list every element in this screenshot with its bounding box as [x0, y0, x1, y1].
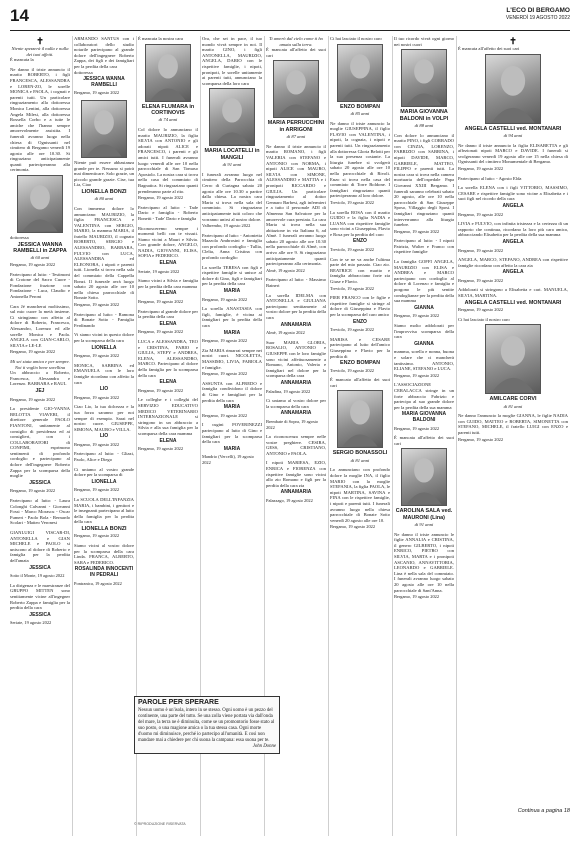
page-number: 14 [10, 6, 29, 25]
obituary-notice [266, 293, 326, 336]
dateline: Bergamo, 19 agosto 2022 [202, 338, 248, 344]
column-7 [394, 36, 454, 836]
notice-quote: Ti amerò dal cielo come ti ho amata sulla terra. [269, 36, 323, 47]
notice-text: I cugini POVERINEZZI partecipano al lutto di Gino e famigliari per la scomparsa della cara [202, 422, 262, 445]
deceased-name: ANNAMARIA [280, 489, 312, 496]
notice-text: Niente può essere abbastanza grande per te. Nessuno si potrà mai dimenticare. Solo grazie, un piccolo grande grazie. Cise, tua Lia, Ciao [74, 159, 134, 188]
dateline: Bergamo, 19 agosto 2022 [138, 329, 184, 335]
dateline: Bergamo, 19 agosto 2022 [458, 247, 504, 253]
obituary-notice [10, 36, 70, 63]
deceased-name: ELENA FLUMARA in CORTINOVIS [141, 103, 195, 116]
notice-text: Le colleghe e i colleghi del SERVIZIO EDUCATIVO MEDICO VETERINARIO INTERNAZIONALE si stringono in un abbraccio a Silvia e alla sua famiglia per la scomparsa della cara mamma [138, 397, 198, 436]
notice-intro: dottoressa [10, 235, 29, 241]
deceased-age: di 81 anni [503, 403, 523, 409]
obituary-notice [74, 404, 134, 447]
deceased-name: ELENA [159, 320, 177, 327]
notice-text: Partecipano al lutto: - Gliazi, Paolo, Alice e Diego [74, 451, 134, 463]
dateline: Treviolo, 19 agosto 2022 [330, 199, 374, 205]
deceased-age: di 94 anni [503, 133, 523, 138]
dateline: Palazzago, 19 agosto 2022 [266, 498, 313, 504]
notice-text: ARMANDO SANTUS con i collaboratori dello studio notarile partecipano al grande dolore dell'ingegnere Roberto Zappa, dei figli e dei famigliari per la perdita della cara [74, 36, 134, 69]
column-8 [458, 36, 568, 806]
deceased-name: LIO [99, 386, 109, 393]
dateline: Treviolo, 19 agosto 2022 [330, 247, 374, 253]
notice-quote: Mi sei stata amica e per sempre. Noi ti voglio bene sorellina [10, 358, 70, 370]
obituary-notice [138, 339, 198, 393]
notice-text: I funerali avranno luogo nel cimitero della Parrocchia di Cerro di Curtagna sabato 20 agosto alle ore 10.30 a partire dalla chiesa. La nostra cara Maria si trova nella sala del commiato. Si ringraziano anticipatamente tutti coloro che vorranno unirsi al nostro dolore. [202, 171, 262, 222]
obituary-notice [458, 221, 568, 253]
dateline: Bergamo, 19 agosto 2022 [458, 277, 504, 283]
obituary-notice [202, 233, 262, 261]
deceased-name: LIONELLA [91, 344, 117, 351]
notice-text: Siamo molto addolorati per l'improvvisa scomparsa della cara [394, 323, 454, 340]
deceased-name: ELENA [159, 290, 177, 297]
deceased-age: di 85 anni [350, 111, 370, 116]
portrait-photo [81, 100, 127, 158]
deceased-name: SERGIO BONASSOLI [332, 450, 388, 457]
dateline: Bergamo, 19 agosto 2022 [74, 441, 120, 447]
notice-text: Vi siamo vicini in questo dolore per la scomparsa della cara [74, 332, 134, 343]
notice-text: La dirigenza e le maestranze del GRUPPO MITTEN sono sentitamente vicine all'ingegner Roberto Zappa e famiglia per la perdita della cara [10, 582, 70, 611]
dateline: Bergamo, 19 agosto 2022 [394, 372, 440, 378]
notice-text: Ne danno il triste annuncio il marito ROMANO, i figli VALERIA con STEFANO e ANTONIO con NORMA, i nipoti ALICE con MAURO, SILVIA con SIMONE, ALESSANDRO e MATTIA e i pronipoti RICCARDO e GIULIA. Un particolare ringraziamento al dottor Gennaro Barbesi, agli infermieri e a tutto il personale ADI di Almenno San Salvatore per la amorevole cura prestata. La cara Maria si trova nella sua abitazione in via Italiana 6, ad Almè. I funerali avranno luogo sabato 20 agosto alle ore 10.30 nella parrocchiale di Almè, con arrivo alle ore 9. Si ringraziano anticipatamente quanti parteciperanno alla cerimonia. [266, 143, 326, 267]
deceased-name: JEJ [35, 387, 45, 394]
deceased-name: MARIA LOCATELLI in MANGILI [204, 148, 260, 161]
notice-text: Partecipano al grande dolore per la perdita della cara [138, 308, 198, 320]
dateline: Almè, 19 agosto 2022 [266, 330, 305, 336]
deceased-name: JESSICA WANNA RAMBELLI in ZAPPA [13, 241, 67, 255]
deceased-name: GIANNA [414, 304, 434, 311]
deceased-age: di 80 anni [94, 196, 114, 202]
notice-text: Riconosceremo sempre i momenti belli con te vissuti. Siamo vicini a Mauri e Silvia. Con grande dolore, ANGELO, NADIA, GIOVANNI, ELISA, SOFIA e FEDERICO. [138, 225, 198, 259]
obituary-notice [74, 467, 134, 493]
deceased-name: MARIA GIOVANNA BALDONI in VOLPI [399, 109, 449, 122]
obituary-notice [458, 176, 568, 182]
obituary-notice [74, 543, 134, 586]
column-6 [330, 36, 390, 836]
obituary-notice [458, 185, 568, 217]
obituary-notice [10, 359, 70, 402]
notice-text: È mancata all'affetto dei suoi cari [266, 47, 326, 58]
obituary-notice [266, 277, 326, 288]
obituary-notice [10, 498, 70, 526]
dateline: Brembate di Sopra, 19 agosto 2022 [266, 418, 319, 430]
dateline: Bergamo, 19 agosto 2022 [74, 353, 120, 359]
portrait-photo [337, 390, 383, 448]
deceased-name: LIONELLA BONZI [81, 188, 127, 195]
obituary-notice [138, 309, 198, 335]
notice-text: La SCUOLA DELL'INFANZIA MARIA, i bambini, i genitori e le insegnanti partecipano al lutto della famiglia per la perdita della cara [74, 497, 134, 525]
notice-text: Siamo vicini a Silvia e famiglia per la perdita della cara mamma [138, 278, 198, 289]
dateline: Bergamo, 19 agosto 2022 [138, 195, 184, 201]
portrait-photo [337, 44, 383, 102]
portrait-photo [145, 44, 191, 102]
deceased-name: MARIA PERRUCCHINI in ARRIGONI [267, 120, 325, 133]
dateline: Sotto il Monte, 19 agosto 2022 [10, 573, 65, 579]
deceased-name: LIO [99, 433, 109, 440]
notice-text: I nipoti MARIESA, EZIO, ENRICA e FIORENZA con rispettive famiglie sono vicini allo zio Romano e figli per la perdita della cara zia [266, 460, 326, 488]
notice-text: Zia MARIA rimarrai sempre nei nostri cuori. NICOLETTA, MASSIMO, LIVIA, FABIOLA e famiglie. [202, 347, 262, 370]
obituary-notice [330, 210, 390, 253]
obituary-notice [266, 434, 326, 456]
parole-per-sperare-box [134, 696, 280, 754]
notice-text: La riconoscenza sempre nelle vostre preghiere. CESIRA, GESS, CRISTIANO, ANTONIO e PAOLA. [266, 434, 326, 456]
notice-text: La sorella TERESA con figli e rispettive famiglie si unisce al dolore di Gino, figli e famigliari per la perdita della cara [202, 264, 262, 287]
notice-text: ANGELA, MARCO, STEFANO, ANDREA con rispettive famiglie ricordano con affetto la cara zia [458, 257, 568, 268]
notice-text: È mancata all'affetto dei suoi cari [458, 46, 520, 51]
notice-quote: Niente spezzerà il nulla e nulla dei tuoi affetti. [11, 46, 69, 57]
obituary-notice [74, 206, 134, 308]
notice-text: Partecipano al lutto: - Ramona di Bonate Sotto - Famiglia Ferdinando [74, 311, 134, 328]
dateline: Bergamo, 19 agosto 2022 [10, 349, 56, 355]
portrait-photo [485, 54, 541, 124]
deceased-name: ANGELA CASTELLI ved. MONTANARI [464, 299, 562, 306]
dateline: Paladina, 19 agosto 2022 [266, 388, 311, 394]
notice-text: La famiglia GOFFI ANGELA, MAURIZIO con ELISA e ANDREA e MARCO partecipano con cordoglio al dolore di Lorenzo e famiglia e porgono le più sentite condoglianze per la perdita della sua mamma [394, 259, 454, 304]
portrait-photo [485, 324, 541, 394]
dateline: Bergamo, 19 agosto 2022 [330, 524, 376, 530]
continue-note: Continua a pagina 18 [517, 808, 570, 814]
dateline: Bergamo, 19 agosto 2022 [74, 394, 120, 400]
obituary-notice [394, 259, 454, 319]
dateline: Bergamo, 19 agosto 2022 [458, 165, 504, 171]
obituary-notice [394, 238, 454, 255]
dateline: Seriate, 19 agosto 2022 [138, 268, 180, 274]
obituary-notice [458, 287, 568, 312]
deceased-name: ANNAMARIA [280, 410, 312, 417]
dateline: Treviolo, 19 agosto 2022 [330, 327, 374, 333]
deceased-name: MARIA [223, 329, 241, 336]
dateline: Bergamo, 19 agosto 2022 [138, 446, 184, 452]
notice-text: Partecipano al lutto: - Massimo Baineri [266, 277, 326, 289]
deceased-name: ANNAMARIA [280, 379, 312, 386]
obituary-notice [394, 435, 454, 528]
deceased-name: ANGELA [502, 202, 524, 209]
obituary-notice [458, 413, 568, 442]
dateline: Bergamo, 19 agosto 2022 [458, 436, 504, 442]
notice-text: Un abbraccio a Roberto, Francesca, Alessandra e Lorenzo. BARBARA e RAUL [10, 370, 70, 387]
newspaper-name: L'ECO DI BERGAMO [506, 7, 570, 14]
deceased-name: AMILCARE CORVI [489, 396, 537, 403]
obituary-columns [10, 36, 570, 836]
obituary-notice [266, 36, 326, 140]
obituary-notice [394, 133, 454, 235]
obituary-notice [330, 295, 390, 333]
obituary-notice [10, 304, 70, 355]
obituary-notice [10, 530, 70, 579]
deceased-name: ENZO BOMPAN [339, 103, 381, 110]
obituary-notice [138, 205, 198, 222]
obituary-notice [10, 272, 70, 300]
deceased-name: ANNAMARIA [280, 321, 312, 328]
notice-text: È mancata la [10, 57, 34, 63]
notice-text: Con immenso dolore lo annunciano: MAURIZIO, la figlia FRANCESCA e VALENTINA con SERGIO, MARIO, la mamma MARIA, il fratello MAURIZIO, il cognato ROBERTO, SERGIO e ALESSANDRO, BARBARA, FULVIO con LUCA, ALESSANDRA ed ELEONORA, i nipoti e parenti tutti. Lionella si trova nella sala del commiato della Cappella Bonzi. Il funerale avrà luogo sabato 20 agosto alle ore 10 nella chiesa parrocchiale di Bonate Sotto. [74, 205, 134, 301]
deceased-name: ELENA [159, 260, 177, 267]
deceased-age: di 91 anni [414, 522, 434, 528]
notice-text: Ne danno il triste annuncio il marito ROBERTO, i figli FRANCESCA, ALESSANDRA e LOREN-ZO, le sorelle MONICA e PAOLA, i cognati e parenti tutti. Un particolare ringraziamento alla dottoressa Monica Lentini, alla dottoressa Angela Milesi, alla dottoressa Rossella Corbo e a tutte le amiche che l'hanno sempre amorevolmente assistita. I funerali avranno luogo nella chiesa di Ognissanti nel cimitero di Bergamo venerdì 19 agosto alle ore 10.30. Si ringraziano anticipatamente quanti parteciperanno alla cerimonia. [10, 66, 70, 173]
obituary-notice [202, 265, 262, 303]
notice-text: Ci hai lasciato il nostro caro [330, 36, 382, 41]
cross-icon: ✝ [36, 36, 44, 46]
obituary-notice [74, 100, 134, 202]
notice-text: Partecipano al lutto: - Agosto Elda [458, 175, 522, 181]
portrait-photo [273, 60, 319, 118]
notice-text: La presidente GIO-VANNA BELOTTA VIAVERI, il direttore generale PAOLO FIANTONI, unitamente al consiglio di presidenza ed ai consiglieri, con i COLLABORATORI di CONFIMI, esprimono sentimenti di profondo cordoglio e partecipano al dolore dell'ingegnere Roberto Zappa per la scomparsa della moglie [10, 406, 70, 479]
notice-intro: dottoressa [74, 69, 93, 75]
dateline: Bergamo, 19 agosto 2022 [138, 387, 184, 393]
parole-author: John Donne [252, 744, 276, 749]
notice-text: MONICA, SABRINA ed EMANUELA con le loro famiglie ricordano con affetto la cara [74, 362, 134, 385]
parole-body: Nessun uomo è un'isola, intero in se stesso. Ogni uomo è un pezzo del continente, una parte del tutto. Se una zolla viene portata via dall'onda del mare, la terra ne è diminuita, come se un promontorio fosse stato al suo posto, o una magione amica o la tua stessa casa. Ogni morte d'uomo mi diminuisce, perché io partecipo all'umanità. E così non mandare mai a chiedere per chi suona la campana: essa suona per te. [138, 708, 275, 743]
deceased-name: LIONELLA BONZI [81, 526, 127, 532]
obituary-notice [330, 337, 390, 373]
notice-text: PIER FRANCO con le figlie e rispettive famiglie si stringe al dolore di Giuseppina e Flavio per la scomparsa del caro amico [330, 295, 390, 317]
obituary-notice [138, 397, 198, 451]
deceased-name: ENZO [353, 318, 367, 325]
dateline: Bergamo, 19 agosto 2022 [74, 302, 120, 307]
column-3 [138, 36, 198, 692]
dateline: Treviolo, 19 agosto 2022 [330, 285, 374, 291]
obituary-notice [394, 382, 454, 431]
notice-text: LUCA e ALESSANDRA, TEO e CRISTINA, FABIO e GIULIA, STEFY e ANDREA, ELENA, ALESSANDRO, MARCO. Partecipano al dolore della famiglia per la scomparsa della cara [138, 339, 198, 378]
dateline: Bergamo, 19 agosto 2022 [394, 313, 440, 319]
deceased-age: di 87 anni [286, 134, 306, 140]
obituary-notice [266, 398, 326, 430]
dateline: Pontranica, 19 agosto 2022 [74, 580, 122, 586]
deceased-age: di 91 anni [222, 162, 242, 168]
obituary-notice [266, 340, 326, 394]
obituary-notice [330, 257, 390, 292]
obituary-notice [74, 36, 134, 96]
obituary-notice [138, 226, 198, 275]
dateline: Valbrembo, 19 agosto 2022 [202, 223, 251, 229]
obituary-notice [10, 583, 70, 626]
dateline: Bergamo, 19 agosto 2022 [10, 262, 56, 268]
issue-date: VENERDÌ 19 AGOSTO 2022 [505, 15, 570, 21]
obituary-notice [74, 312, 134, 329]
dateline: Bergamo, 19 agosto 2022 [10, 488, 56, 494]
notice-text: L'ASSOCIAZIONE CERALACCA stringe in un forte abbraccio Fabrizio e partecipa al suo grande dolore per la perdita della sua mamma [394, 382, 454, 410]
deceased-name: JESSICA [29, 611, 51, 618]
notice-text: Partecipano al lutto: - Laura Colonghi Calvanni - Giovanni Fossi - Marco Morascu - Oscar Fumeri - Paolo Bola - Bernardo Scolari - Matteo Veronesi [10, 498, 70, 526]
notice-text: È mancato all'affetto dei suoi cari [330, 377, 390, 388]
notice-text: Ne danno il triste annuncio le figlie ANNALIA e CRISTINA, il genero GILBERTO, i nipoti ENRICO, PIETRO con SILVIA, MARTA e i pronipoti ASCANIO, ANNAVITTORIA, LEONARDO e GABRIELE. Lina è nella sala del commiato. I funerali avranno luogo sabato 20 agosto alle ore 10 nella parrocchiale di Sant'Anna. [394, 531, 454, 593]
obituary-notice [330, 36, 390, 117]
deceased-name: CAROLINA SALA ved. MAURONI (Lina) [395, 508, 453, 521]
deceased-name: MARIA [223, 404, 241, 411]
deceased-name: ENZO [353, 238, 367, 245]
deceased-name: ELENA [159, 379, 177, 386]
obituary-notice [138, 127, 198, 201]
dateline: Bergamo, 19 agosto 2022 [394, 594, 440, 600]
notice-text: Col dolore lo annunciano il marito MAURIZIO, la figlia SILVIA con ANTONIO e gli adorati nipoti ALICE e FRANCESCO, i parenti e gli amici tutti. I funerali avranno luogo venerdì alle ore 10 nella parrocchiale di San Tomaso Apostolo. La nostra cara si trova nella casa del commiato di Bagnatica. Si ringraziano quanti prenderanno parte al rito. [138, 127, 198, 194]
notice-text: La sorella ROSA con il marito GUIDO e la figlia NADIA e LUANA con rispettive famiglie sono vicini a Giuseppina, Flavio e Rosa per la perdita del caro [330, 209, 390, 237]
deceased-name: JESSICA [29, 479, 51, 486]
notice-text: Siamo vicini al vostro dolore per la scomparsa della cara Linda. FRANCA, ALBERTO, SARA e FEDERICO. [74, 543, 134, 565]
obituary-notice [74, 332, 134, 358]
deceased-name: JESSICA WANNA RAMBELLI [83, 76, 125, 88]
obituary-notice [138, 36, 198, 123]
portrait-photo [401, 448, 447, 506]
obituary-notice [202, 172, 262, 229]
dateline: Bergamo, 19 agosto 2022 [74, 533, 120, 539]
deceased-age: di 60 anni [30, 255, 50, 261]
notice-text: La sorella ANASTASIA con figli, famiglie, è vicina ai famigliari per la perdita della cara [202, 306, 262, 328]
notice-text: Partecipano al lutto: - Testimoni di Crotone del Sacro Cuore - Fondazione frazione con Fondazione - Luca, Claudio e Antonella Peroni [10, 271, 70, 300]
deceased-age: di 74 anni [158, 117, 178, 123]
notice-text: GIANLUIGI VISCAR-DI, ANTONELLA e GIAN MICHELE e PAOLO si uniscono al dolore di Roberto e famiglia per la perdita dell'amata [10, 530, 70, 563]
notice-text: Ne danno l'annuncio la moglie GIANNA, le figlie NADIA con GUIDO, MATTEO e ROBERTA, SIMONETTA con STEFANO, MICHELE, il fratello LUIGI con ENZO e parenti tutti. [458, 413, 568, 436]
deceased-name: MARIA [223, 288, 241, 295]
obituary-notice [266, 144, 326, 274]
column-1 [10, 36, 70, 836]
page-header [10, 6, 570, 31]
deceased-name: ANGELA [502, 238, 524, 245]
dateline: Bergamo, 19 agosto 2022 [74, 487, 120, 493]
obituary-notice [202, 422, 262, 465]
dateline: Bergamo, 19 agosto 2022 [458, 307, 504, 313]
notice-text: Ora, che sei in pace, il tuo mondo vivrà sempre in noi. Il marito GINO, i figli ANTONELLA, MAURIZIO, ANGELA, DARIO con le rispettive famiglie, i nipoti, pronipoti, le sorelle unitamente ai parenti tutti, annunciano la scomparsa della loro cara [202, 36, 262, 86]
obituary-notice [330, 377, 390, 463]
deceased-name: ANGELA CASTELLI ved. MONTANARI [464, 125, 562, 132]
portrait-photo [17, 175, 63, 233]
notice-text: La sorella ELENA con i figli VITTORIO, MASSIMO, CESARE e rispettive famiglie sono vicine a Elisabetta e i suoi figli nel ricordo della cara [458, 185, 568, 202]
masthead [506, 7, 570, 21]
obituary-notice [10, 406, 70, 494]
column-2 [74, 36, 134, 836]
dateline: Mandrio (Vercelli), 19 agosto 2022 [202, 454, 254, 465]
notice-text: MARISA e CESARE partecipano al lutto dell'amico Giuseppina e Flavio per la perdita di [330, 336, 390, 359]
notice-text: Con dolore lo annunciano il marito PINO, i figli CORRADO con CINZIA, LORENZO, FABRIZIO con SABRINA, i nipoti DAVIDE, MARCO, GABRIELE, MATTEO, FILIPPO e parenti tutti. La nostra cara si trova nella camera mortuaria dell'ospedale Papa Giovanni XXIII Bergamo. I funerali saranno celebrati sabato 20 agosto, alle ore 10 nella parrocchiale di San Giuseppe Sposo, Villaggio degli Sposi. I famigliari ringraziano quanti interverranno alla liturgia funebre. [394, 132, 454, 228]
notice-text: È mancata la nostra cara [138, 36, 183, 41]
notice-text: Ci uniamo al vostro grande dolore per la scomparsa di [74, 466, 134, 478]
notice-text: Partecipano al lutto: - Tade Dario e famiglia - Roberto Bonetti - Tade' Dario e famiglia [138, 204, 198, 221]
notice-text: Lo annunciano con profondo dolore la moglie INA, il figlio MARIO con la moglie STEFANIA, la figlia PAOLA, le nipoti MARTINA, SAVINA e FINA con le rispettive famiglie, i nipoti e parenti tutti. I funerali avranno luogo nella chiesa parrocchiale di Bonate Sotto venerdì 20 agosto alle ore 10. [330, 467, 390, 523]
notice-text: Ci uniamo al vostro dolore per la scomparsa della cara [266, 398, 326, 409]
dateline: Bergamo, 19 agosto 2022 [10, 396, 56, 402]
dateline: Bergamo, 19 agosto 2022 [394, 425, 440, 431]
deceased-name: MARIA [223, 445, 241, 452]
notice-text: Il tuo ricordo vivrà ogni giorno nei nostri cuori [394, 36, 454, 47]
notice-text: ASSUNTA con ALFREDO e famiglia condividono il dolore di Gino e famigliari per la perdita della cara [202, 380, 262, 403]
notice-text: Suor MARIA GLORIA, ROSALIO, ANTONIO e GIUSEPPE con le loro famiglie sono vicini affettuosamente a Romano, Antonio, Valeria e famigliari nel dolore per la scomparsa della cara [266, 339, 326, 379]
deceased-name: MARIA GIOVANNA BALDONI [401, 411, 447, 423]
notice-text: LIVIA e FULVIO, con infinita tristezza e la certezza di un rapporto che continua, ricordano la loro più cara amica, abbracciando Elisabetta per la perdita della sua mamma [458, 221, 568, 238]
deceased-age: di 81 anni [350, 457, 370, 463]
notice-text: mamma, sorella e nonna, buona e solare che ci mancherà tantissimo. ANTONIO, ELIANE, STEFANO e LUCA. [394, 349, 454, 372]
notice-text: Partecipano al lutto: - I nipoti Patrizia, Walter e Franco con rispettive famiglie [394, 238, 454, 255]
deceased-name: ELENA [159, 437, 177, 444]
column-4 [202, 36, 262, 692]
dateline: Bergamo, 19 agosto 2022 [138, 299, 184, 305]
notice-text: Partecipano al lutto: - Antonietta Mazzola Ambrosini e famiglia con profondo cordoglio - Tullia, Clelia, Anna Cristina con profondo cordoglio [202, 232, 262, 261]
obituary-notice [74, 497, 134, 539]
notice-text: Ciao Lio, la tua dolcezza e la tua forza saranno per noi sempre di esempio. Sarai nel nostro cuore. GIUSEPPE, SIMONA, MAURO e VILLA. [74, 404, 134, 432]
obituary-notice [138, 278, 198, 304]
notice-text: Con te se ne va anche l'ultima parte del mio passato. Ciao zio. BEATRICE con marito e famiglia abbracciano forte zia Giuse e Flavio. [330, 256, 390, 285]
obituary-notice [458, 143, 568, 172]
dateline: Seriate, 19 agosto 2022 [10, 620, 52, 626]
obituary-notice [202, 381, 262, 419]
dateline: Bergamo, 19 agosto 2022 [74, 90, 120, 96]
deceased-name: ENZO BOMPAN [339, 360, 381, 367]
obituary-notice [458, 257, 568, 283]
notice-text: Cara Jé mancherai moltissimo, sul mio cuore la metà insieme. Ci stringiamo con affetto al dolore di Roberto, Francesca, Alessandro, Lorenzo ed alle sorelle Monica e Paola. ANGELA con GIAN-CARLO, SILVIA e LE-LE [10, 303, 70, 348]
obituary-notice [202, 348, 262, 377]
obituary-notice [202, 306, 262, 344]
obituary-notice [458, 317, 568, 410]
dateline: Bergamo, 19 agosto 2022 [458, 211, 504, 217]
notice-text: Addolorati si stringono a Elisabetta e cari. MANUELA, SILVIA, MARTINA. [458, 287, 568, 299]
obituary-notice [10, 67, 70, 268]
portrait-photo [209, 88, 255, 146]
obituary-notice [74, 451, 134, 462]
obituary-notice [394, 323, 454, 378]
deceased-name: ROSALINDA INNOCENTI IN PEDRALI [74, 566, 134, 578]
deceased-name: GIANNA [414, 340, 434, 347]
notice-text: Ci hai lasciato il nostro caro [458, 316, 510, 322]
notice-text: Ne danno il triste annuncio la figlia ELISABETTA e gli affezionati nipoti MARCO e DAVIDE. I funerali si svolgeranno venerdì 19 agosto alle ore 15 nella chiesa di Ognissanti del cimitero Monumentale di Bergamo. [458, 142, 568, 165]
deceased-age: di 88 anni [414, 123, 434, 128]
deceased-name: ANGELA [502, 269, 524, 276]
obituary-notice [458, 36, 568, 139]
obituary-notice [266, 460, 326, 503]
portrait-photo [401, 49, 447, 107]
dateline: Almè, 19 agosto 2022 [266, 267, 305, 273]
obituary-notice [202, 36, 262, 168]
obituary-notice [394, 532, 454, 600]
notice-text: La sorella IDELMA con ANTONELLA e GIULIANA partecipano sentitamente al vostro dolore per la perdita della cara [266, 292, 326, 320]
dateline: Bergamo, 19 agosto 2022 [394, 228, 440, 234]
notice-text: Ne danno il triste annuncio la moglie GIUSEPPINA, il figlio FLAVIO con VALENTINA, i nipoti, la cognata, i nipoti e parenti tutti. Un ringraziamento alla dottoressa Gloria Belotti per la sua presenza costante. La liturgia funebre si svolgerà sabato 20 agosto alle ore 10 nella parrocchiale di Rivoli. Enzo si trova nella casa del commiato di Torre Boldone. I famigliari ringraziano quanti parteciperanno al loro dolore. [330, 120, 390, 199]
obituary-notice [330, 121, 390, 206]
dateline: Bergamo, 19 agosto 2022 [202, 371, 248, 377]
obituary-notice [330, 467, 390, 530]
obituary-notice [394, 36, 454, 129]
cross-icon: ✝ [509, 36, 517, 46]
notice-text: È mancata all'affetto dei suoi cari [394, 435, 454, 446]
credit-note: © RIPRODUZIONE RISERVATA [134, 822, 186, 826]
deceased-name: LIONELLA [91, 478, 117, 485]
obituary-notice [74, 363, 134, 401]
dateline: Bergamo, 19 agosto 2022 [202, 296, 248, 302]
dateline: Bergamo, 19 agosto 2022 [202, 412, 248, 418]
dateline: Treviolo, 19 agosto 2022 [330, 367, 374, 373]
deceased-name: JESSICA [29, 564, 51, 571]
parole-title: PAROLE PER SPERARE [138, 699, 219, 706]
